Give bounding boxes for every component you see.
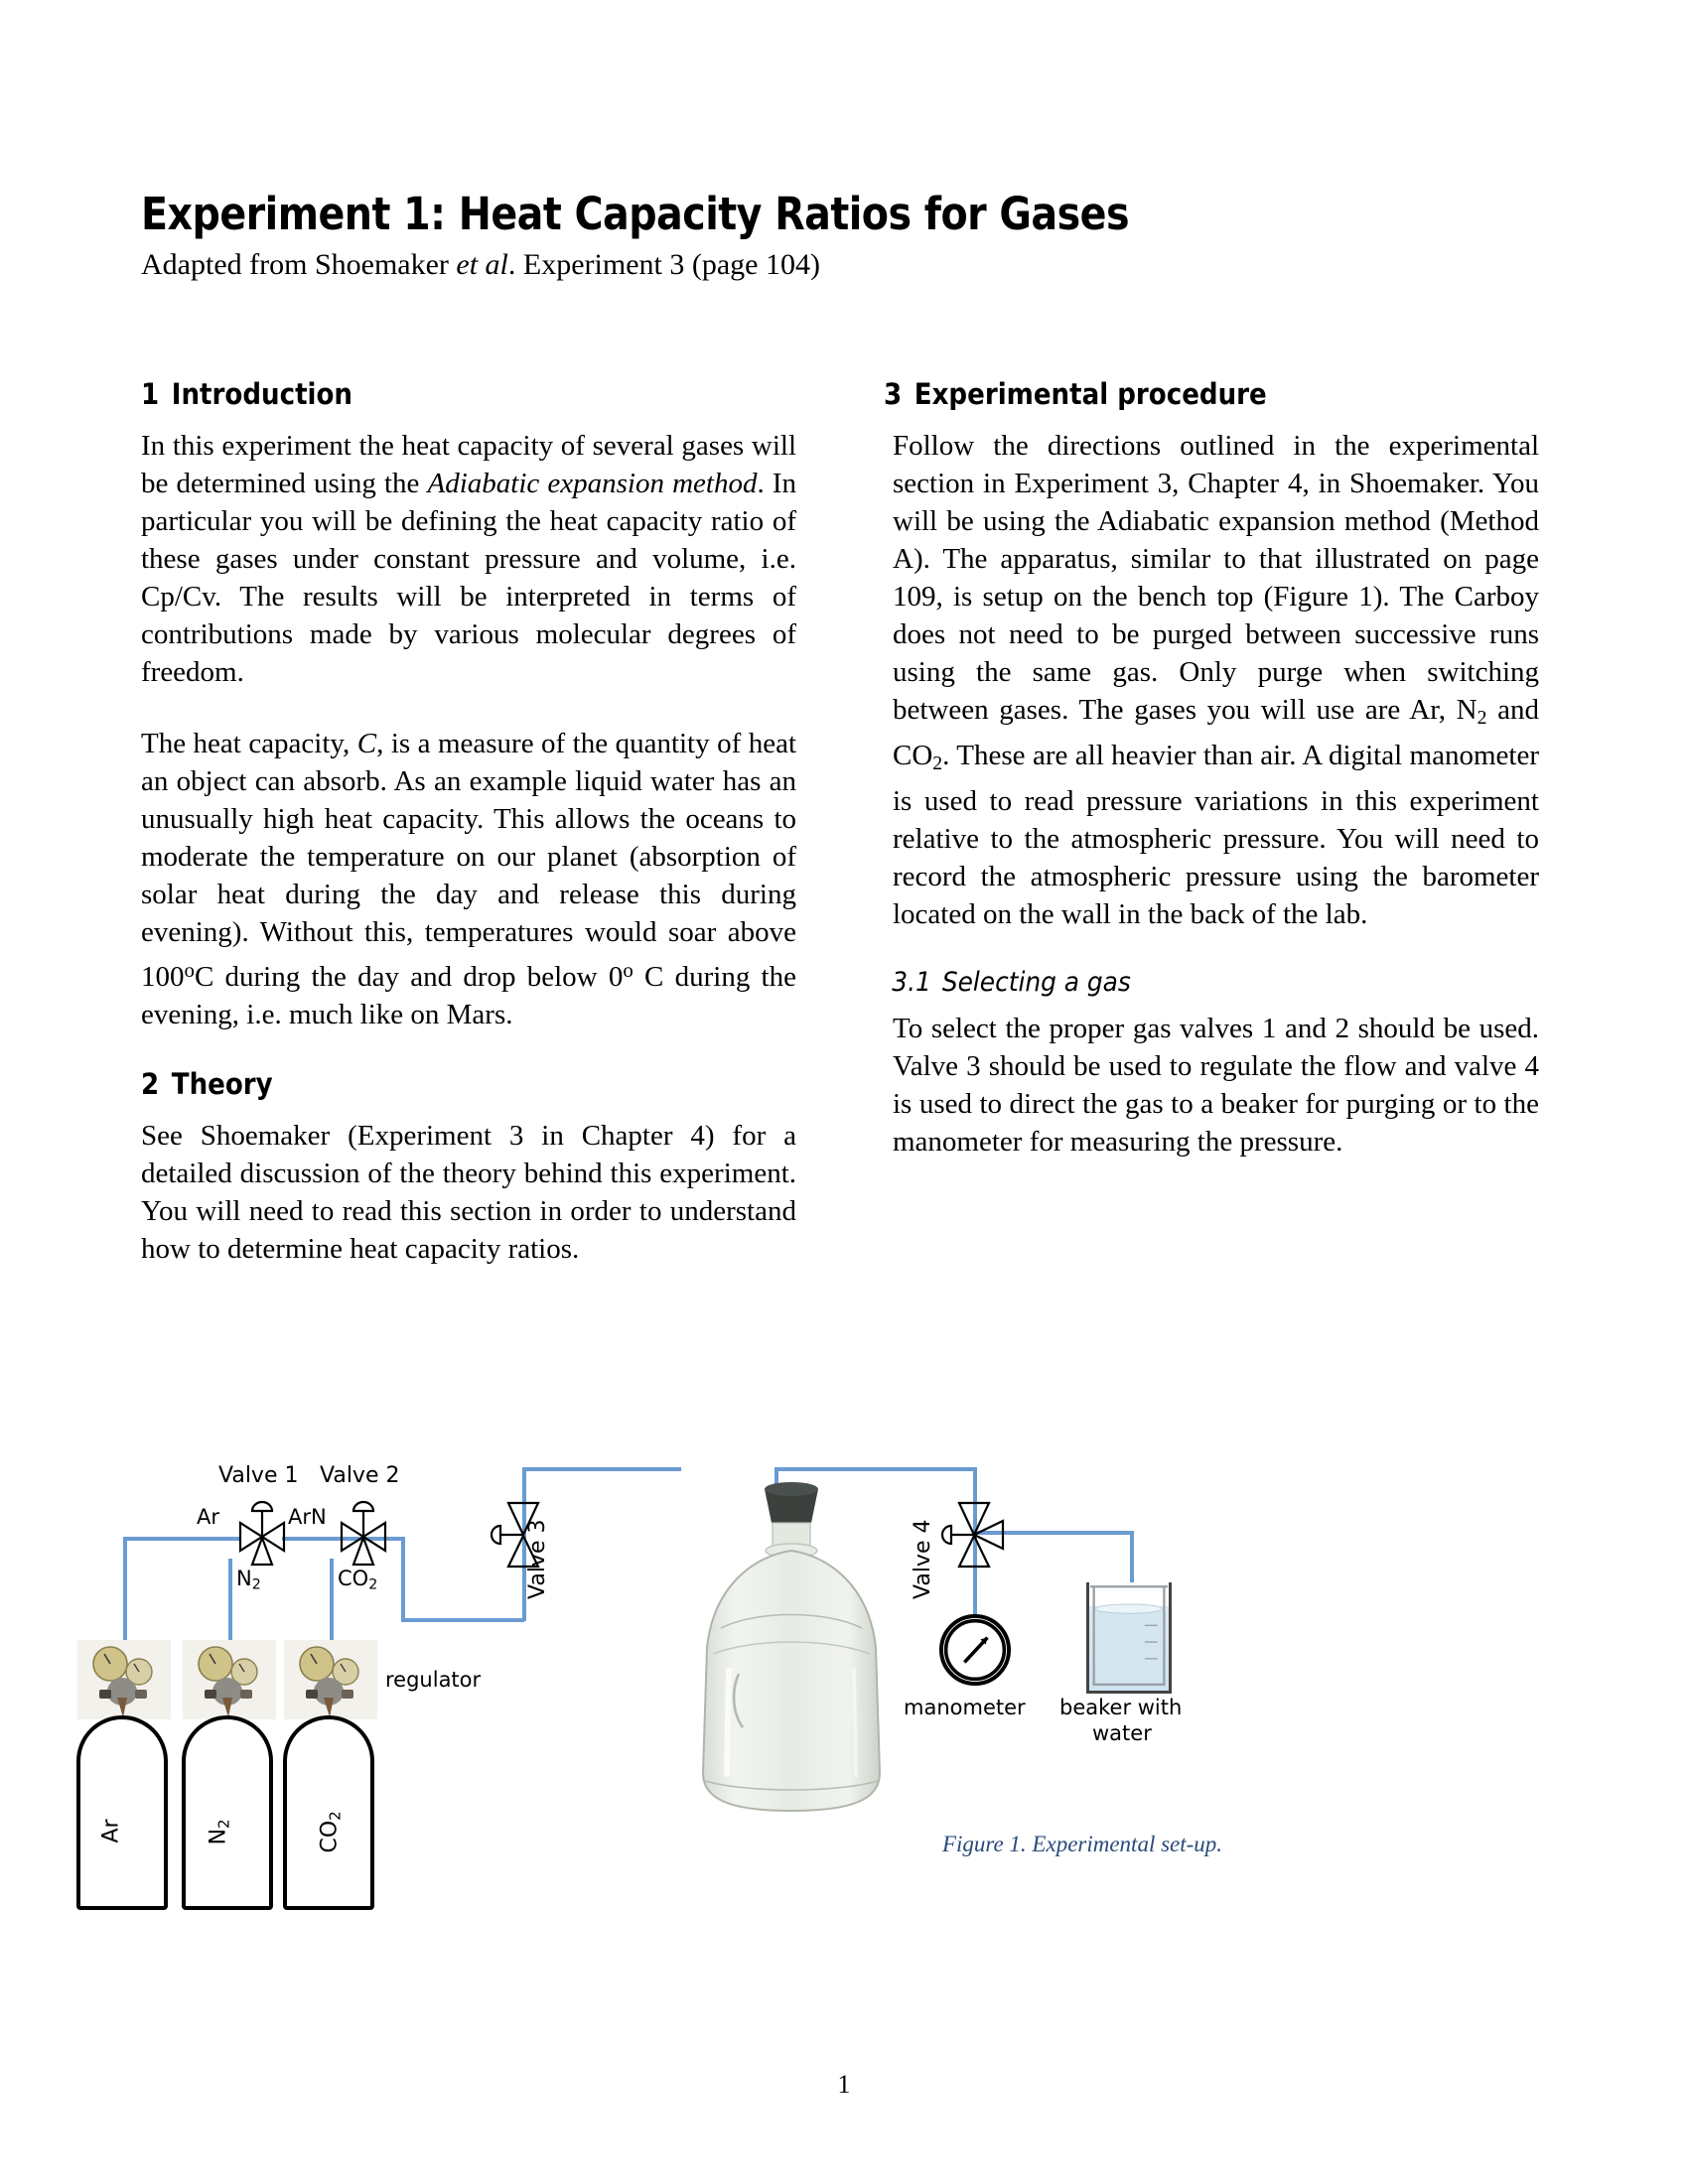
figure-caption: Figure 1. Experimental set-up. [941,1832,1223,1856]
inline-label-n2 [236,1567,261,1593]
cylinder-n2-sub: 2 [214,1819,233,1829]
proc-p1-part1: Follow the directions outlined in the experimental section in Experiment 3, Chapter 4, in Shoemaker. You will be using the Adiabatic expansion method (Method A). The apparatus, similar to that illustrated on page 109, is setup on the bench top (Figure 1). The Carboy does not need to be purged between successive runs using the same gas. Only purge when switching between gases. The gases you will use are Ar, N [893,430,1539,726]
inline-n2-text: N [236,1567,252,1590]
cylinder-co2-sub: 2 [326,1811,345,1821]
section-title-procedure: Experimental procedure [914,377,1267,411]
section-heading-procedure [884,377,1474,411]
intro-p2-part1: The heat capacity, [141,728,357,759]
selecting-gas-paragraph-1: To select the proper gas valves 1 and 2 should be used. Valve 3 should be used to regulate the flow and valve 4 is used to direct the gas to a beaker for purging or to the manometer for measuring the pressure. [893,1013,1539,1159]
inline-label-ar: Ar [197,1505,219,1529]
carboy-image [677,1479,906,1817]
cylinder-label-co2 [318,1811,345,1852]
pipe-top-left [522,1467,681,1471]
cylinder-n2-text: N [206,1828,231,1845]
subsection-number-3-1: 3.1 [892,967,931,999]
page-title: Experiment 1: Heat Capacity Ratios for Gases [141,188,1130,240]
section-heading-introduction [141,377,731,411]
theory-paragraph-1: See Shoemaker (Experiment 3 in Chapter 4) for a detailed discussion of the theory behind this experiment. You will need to read this section in order to understand how to determine heat capacity ratios. [141,1119,796,1265]
subtitle-part-1: Adapted from Shoemaker [141,248,457,281]
cylinder-label-ar: Ar [98,1819,124,1843]
beaker-with-water-image [1086,1582,1172,1694]
proc-p1-part2: and CO [893,694,1539,772]
subtitle-italic-etal: et al [456,248,508,281]
pipe-top-right [776,1467,975,1471]
cylinder-co2-text: CO [317,1820,343,1853]
valve-4-icon[interactable] [941,1497,1017,1574]
inline-co2-sub: 2 [368,1576,378,1593]
regulator-label: regulator [385,1668,482,1692]
inline-label-co2 [338,1567,377,1593]
intro-p2-part3: C during the day and drop below 0 [194,960,624,993]
gas-cylinder-ar [76,1715,168,1910]
section-title-theory: Theory [171,1066,273,1101]
subsection-heading-selecting-a-gas [884,967,1486,998]
experimental-setup-figure [98,1420,1551,2015]
valve-4-label: Valve 4 [911,1519,935,1599]
subscript-n2: 2 [1477,707,1487,730]
section-number-1: 1 [141,377,160,411]
pipe-co2-drop [330,1559,334,1644]
intro-p1-part2: . In particular you will be defining the heat capacity ratio of these gases under constant pressure and volume, i.e. Cp/Cv. The results will be interpreted in terms of contributions made by various molecular degrees of freedom. [141,468,796,688]
procedure-paragraph-1 [884,427,1539,933]
intro-p2-part2: , is a measure of the quantity of heat an object can absorb. As an example liquid water has an unusually high heat capacity. This allows the oceans to moderate the temperature on our planet (absorption of solar heat during the day and release this during evening). Without this, temperatures would soar above 100 [141,728,797,993]
subsection-title-selecting-a-gas: Selecting a gas [941,967,1131,999]
section-title-introduction: Introduction [171,377,353,411]
inline-n2-sub: 2 [251,1576,261,1593]
cylinder-label-n2 [207,1819,233,1844]
pipe-manifold-left [181,1537,240,1541]
section-heading-theory [141,1067,731,1101]
inline-label-arn: ArN [288,1505,327,1529]
valve-3-label: Valve 3 [525,1519,550,1599]
intro-p2-italic-c: C [356,728,377,759]
manometer-label: manometer [904,1696,1026,1719]
pipe-valve3-riser [401,1537,405,1620]
pipe-manifold-mid [282,1537,330,1541]
pipe-valve3-to-main [401,1618,524,1622]
regulator-ar-image [77,1640,171,1719]
document-subtitle [141,247,1432,283]
pipe-beaker-drop [1130,1531,1134,1582]
intro-paragraph-1 [141,427,796,691]
degree-symbol-1: o [184,958,195,982]
intro-p1-part1: In this experiment the heat capacity of several gases will be determined using the [141,430,796,499]
regulator-n2-image [183,1640,276,1719]
gas-cylinder-n2 [182,1715,273,1910]
regulator-co2-image [284,1640,377,1719]
section-number-3: 3 [884,377,903,411]
intro-p1-italic: Adiabatic expansion method [427,468,758,499]
page-number: 1 [837,2070,851,2099]
proc-p1-part3: . These are all heavier than air. A digital manometer is used to read pressure variations in this experiment relative to the atmospheric pressure. You will need to record the atmospheric pressure using the barometer located on the wall in the back of the lab. [893,740,1539,931]
pipe-ar-drop [123,1537,127,1644]
pipe-to-beaker [1005,1531,1134,1535]
beaker-label-line2: water [1092,1721,1152,1745]
left-column [141,377,796,1268]
valve-2-label: Valve 2 [320,1463,400,1488]
valve-1-label: Valve 1 [218,1463,299,1488]
intro-p2-part4: C during the evening, i.e. much like on Mars. [141,960,796,1030]
pipe-manifold-far-left [123,1537,183,1541]
manometer-gauge-icon [939,1614,1011,1686]
beaker-label-line1: beaker with [1059,1696,1183,1719]
degree-symbol-2: o [623,958,633,982]
subtitle-part-2: . Experiment 3 (page 104) [507,248,820,281]
intro-paragraph-2 [141,725,796,1033]
section-number-2: 2 [141,1066,160,1101]
subscript-co2: 2 [932,752,943,775]
inline-co2-text: CO [338,1567,369,1590]
right-column [884,377,1539,1160]
pipe-n2-drop [228,1559,232,1644]
